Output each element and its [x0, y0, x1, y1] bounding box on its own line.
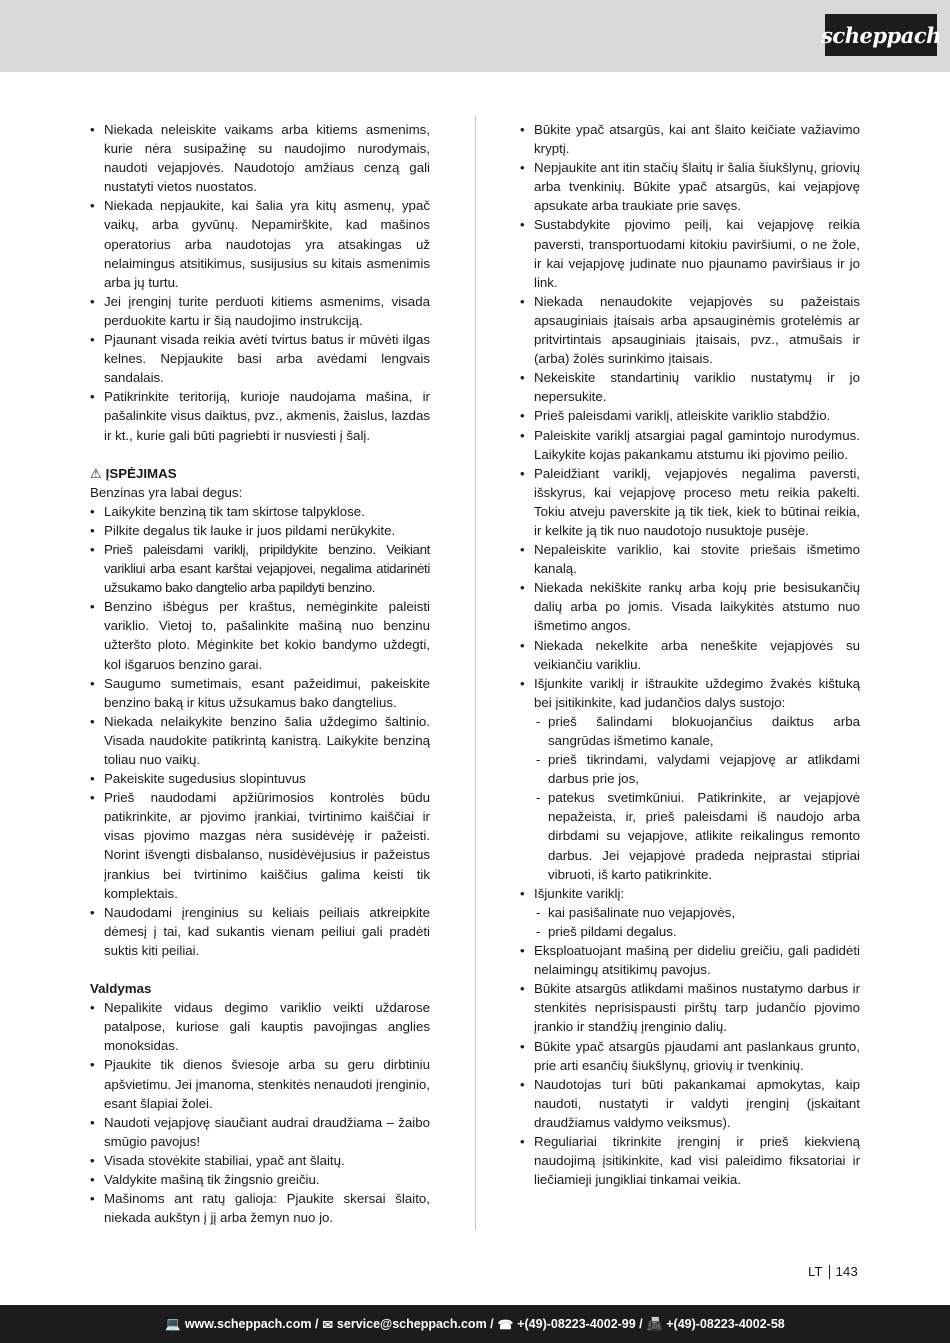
page-number: [808, 1264, 858, 1279]
footer-contact-bar: [0, 1305, 950, 1343]
general-safety-list: [90, 120, 430, 445]
warning-title: ĮSPĖJIMAS: [105, 465, 177, 481]
list-item: • Pjaukite tik dienos šviesoje arba su geru dirbtiniu apšvietimu. Jei įmanoma, stenkitės nenaudoti įrenginio, esant šlapiai žolei.: [90, 1055, 430, 1112]
list-item: • Laikykite benziną tik tam skirtose talpyklose.: [90, 502, 430, 521]
list-item: • Pakeiskite sugedusius slopintuvus: [90, 769, 430, 788]
list-item: • Pjaunant visada reikia avėti tvirtus batus ir mūvėti ilgas kelnes. Nepjaukite basi arba avėdami lengvais sandalais.: [90, 330, 430, 387]
sub-list-item: - prieš pildami degalus.: [534, 922, 860, 941]
mail-icon: ✉: [322, 1317, 333, 1332]
list-item: • Benzino išbėgus per kraštus, nemėginkite paleisti variklio. Vietoj to, pašalinkite mašiną nuo benzinu užteršto ploto. Mėginkite bet kokio bandymo uždegti, kol išgaruos benzino garai.: [90, 597, 430, 673]
list-item: • Nepaleiskite variklio, kai stovite priešais išmetimo kanalą.: [520, 540, 860, 578]
list-item: • Prieš naudodami apžiūrimosios kontrolės būdu patikrinkite, ar pjovimo įrankiai, tvirtinimo kaiščiai ir visas pjovimo mazgas nėra susidėvėję ir pažeisti. Norint išvengti disbalanso, nusidėvėjusius ir pažeistus įrankius bei tvirtinimo kaiščius galima keisti tik komplektais.: [90, 788, 430, 903]
website-link[interactable]: www.scheppach.com /: [184, 1317, 319, 1331]
list-item: • Niekada nekiškite rankų arba kojų prie besisukančių dalių arba po jomis. Visada laikykitės atstumo nuo išmetimo angos.: [520, 578, 860, 635]
list-item: • Naudodami įrenginius su keliais peiliais atkreipkite dėmesį į tai, kad sukantis vienam peiliui gali pradėti suktis kiti peiliai.: [90, 903, 430, 960]
warning-intro: Benzinas yra labai degus:: [90, 484, 243, 500]
list-item: • Mašinoms ant ratų galioja: Pjaukite skersai šlaito, niekada aukštyn į jį arba žemyn nuo jo.: [90, 1189, 430, 1227]
list-item: • Prieš paleisdami variklį, atleiskite variklio stabdžio.: [520, 406, 860, 425]
page-number-separator: [829, 1265, 830, 1279]
page-number-value: 143: [835, 1264, 858, 1279]
list-item: • Niekada nekelkite arba neneškite vejapjovės su veikiančiu varikliu.: [520, 636, 860, 674]
list-item: • Niekada neleiskite vaikams arba kitiems asmenims, kurie nėra susipažinę su naudojimo nurodymais, naudoti vejapjovės. Naudotojo amžiaus cenzą gali nustatyti vietos nuostatos.: [90, 120, 430, 196]
list-item: • Naudoti vejapjovę siaučiant audrai draudžiama – žaibo smūgio pavojus!: [90, 1113, 430, 1151]
list-item: • Prieš paleisdami variklį, pripildykite benzino. Veikiant varikliui arba esant karštai vejapjovei, negalima atidarinėti užsukamo bako dangtelio arba papildyti benzino.: [90, 540, 430, 597]
fuel-warning-list: [90, 502, 430, 960]
email-link[interactable]: service@scheppach.com /: [336, 1317, 494, 1331]
left-column: [90, 120, 430, 1227]
list-item: • Valdykite mašiną tik žingsnio greičiu.: [90, 1170, 430, 1189]
phone-icon: ☎: [497, 1317, 514, 1332]
list-item: • Eksploatuojant mašiną per dideliu greičiu, gali padidėti nelaimingų atsitikimų pavojus.: [520, 941, 860, 979]
phone-number: +(49)-08223-4002-99 /: [517, 1317, 643, 1331]
list-item-text: Išjunkite variklį:: [534, 885, 625, 901]
list-item: • Nekeiskite standartinių variklio nustatymų ir jo nepersukite.: [520, 368, 860, 406]
sub-list-item: - prieš tikrindami, valydami vejapjovę ar atlikdami darbus prie jos,: [534, 750, 860, 788]
page-language: LT: [808, 1264, 823, 1279]
section-heading-operation: Valdymas: [90, 981, 152, 997]
sub-list-item: - kai pasišalinate nuo vejapjovės,: [534, 903, 860, 922]
list-item: • Patikrinkite teritoriją, kurioje naudojama mašina, ir pašalinkite visus daiktus, pvz., akmenis, žaislus, lazdas ir kt., kurie gali būti pagriebti ir nusviesti į šalį.: [90, 387, 430, 444]
column-divider: [475, 115, 476, 1230]
list-item: • Paleidžiant variklį, vejapjovės negalima paversti, išskyrus, kai vejapjovę proceso metu reikia pakelti. Tokiu atveju paverskite ją tik tiek, kiek to būtinai reikia, ir kelkite ją tik nuo naudotojo nusuktoje pusėje.: [520, 464, 860, 540]
warning-heading: [90, 464, 430, 483]
list-item: • Naudotojas turi būti pakankamai apmokytas, kaip naudoti, nustatyti ir valdyti įrenginį (įskaitant draudžiamus valdymo veiksmus).: [520, 1075, 860, 1132]
logo-text: scheppach: [821, 22, 941, 48]
list-item: [520, 884, 860, 941]
list-item-text: Išjunkite variklį ir ištraukite uždegimo žvakės kištuką bei įsitikinkite, kad judančios dalys sustojo:: [534, 675, 860, 710]
list-item: • Visada stovėkite stabiliai, ypač ant šlaitų.: [90, 1151, 430, 1170]
list-item: • Būkite ypač atsargūs pjaudami ant paslankaus grunto, prie arti esančių šiukšlynų, griovių ir tvenkinių.: [520, 1037, 860, 1075]
sub-list: [534, 903, 860, 941]
computer-icon: 💻: [165, 1316, 181, 1331]
list-item: • Jei įrenginį turite perduoti kitiems asmenims, visada perduokite kartu ir šią naudojimo instrukciją.: [90, 292, 430, 330]
sub-list-item: - prieš šalindami blokuojančius daiktus arba sangrūdas išmetimo kanale,: [534, 712, 860, 750]
list-item: • Niekada nelaikykite benzino šalia uždegimo šaltinio. Visada naudokite patikrintą kanistrą. Laikykite benziną toliau nuo vaikų.: [90, 712, 430, 769]
list-item: • Niekada nenaudokite vejapjovės su pažeistais apsauginiais įtaisais arba apsauginėmis grotelėmis ar pritvirtintais apsauginiais įtaisais, pvz., atmušais ir (arba) žolės surinkimo įtaisais.: [520, 292, 860, 368]
operation-list: [90, 998, 430, 1227]
scheppach-logo: [821, 14, 941, 56]
list-item: • Būkite atsargūs atlikdami mašinos nustatymo darbus ir stenkitės neprisispausti pirštų tarp judančio pjovimo įrankio ir standžių įrenginio dalių.: [520, 979, 860, 1036]
list-item: • Niekada nepjaukite, kai šalia yra kitų asmenų, ypač vaikų, arba gyvūnų. Nepamirškite, kad mašinos operatorius arba naudotojas yra atsakingas už nelaimingus atsitikimus, susijusius su kitais asmenimis arba jų turtu.: [90, 196, 430, 291]
right-column: [520, 120, 860, 1189]
list-item: • Pilkite degalus tik lauke ir juos pildami nerūkykite.: [90, 521, 430, 540]
operation-list-continued: [520, 120, 860, 1189]
list-item: • Nepjaukite ant itin stačių šlaitų ir šalia šiukšlynų, griovių arba tvenkinių. Būkite ypač atsargūs, kai vejapjovę apsukate arba traukiate prie savęs.: [520, 158, 860, 215]
list-item: [520, 674, 860, 884]
sub-list-item: - patekus svetimkūniui. Patikrinkite, ar vejapjovė nepažeista, ir, prieš paleisdami iš naudojo arba dirbdami su vejapjove, atlikite reikalingus remonto darbus. Jei vejapjovė pradeda neįprastai stipriai vibruoti, iš karto patikrinkite.: [534, 788, 860, 883]
list-item: • Paleiskite variklį atsargiai pagal gamintojo nurodymus. Laikykite kojas pakankamu atstumu iki pjovimo peilio.: [520, 426, 860, 464]
fax-number: +(49)-08223-4002-58: [666, 1317, 785, 1331]
fax-icon: 📠: [646, 1316, 663, 1331]
header-band: [0, 0, 950, 72]
list-item: • Sustabdykite pjovimo peilį, kai vejapjovę reikia paversti, transportuodami kitokiu paviršiumi, o ne žole, ir kai vejapjovę judinate nuo pjaunamo paviršiaus ir jo link.: [520, 215, 860, 291]
warning-triangle-icon: ⚠: [90, 465, 102, 481]
list-item: • Nepalikite vidaus degimo variklio veikti uždarose patalpose, kuriose gali kauptis pavojingas anglies monoksidas.: [90, 998, 430, 1055]
list-item: • Reguliariai tikrinkite įrenginį ir prieš kiekvieną naudojimą įsitikinkite, kad visi paleidimo fiksatoriai ir liečiamieji jungikliai tinkamai veikia.: [520, 1132, 860, 1189]
list-item: • Saugumo sumetimais, esant pažeidimui, pakeiskite benzino baką ir kitus užsukamus bako dangtelius.: [90, 674, 430, 712]
list-item: • Būkite ypač atsargūs, kai ant šlaito keičiate važiavimo kryptį.: [520, 120, 860, 158]
sub-list: [534, 712, 860, 884]
